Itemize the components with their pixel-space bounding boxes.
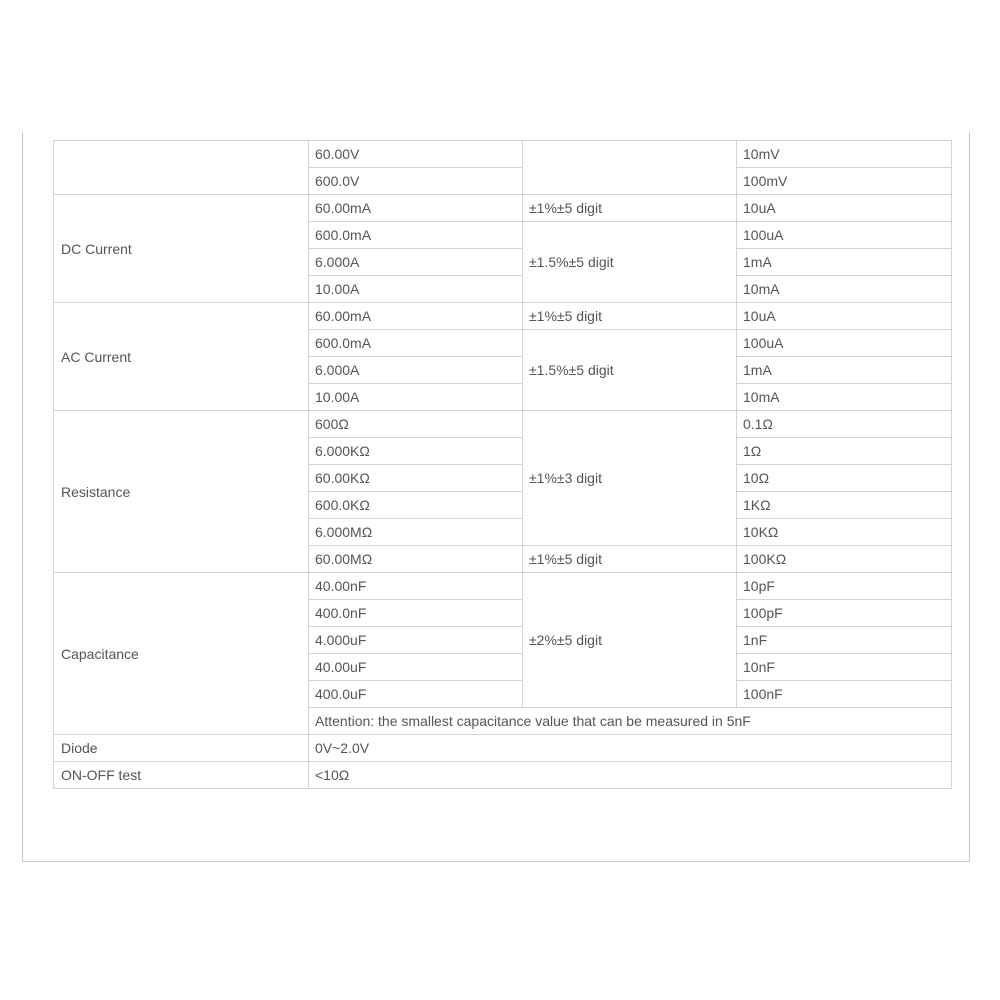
function-cell xyxy=(54,141,309,195)
range-cell: 40.00nF xyxy=(309,573,523,600)
range-cell: 600.0mA xyxy=(309,222,523,249)
range-cell: 600.0mA xyxy=(309,330,523,357)
function-diode: Diode xyxy=(54,735,309,762)
range-cell: 6.000A xyxy=(309,249,523,276)
range-cell: 60.00mA xyxy=(309,303,523,330)
resolution-cell: 1Ω xyxy=(737,438,952,465)
range-cell: 400.0uF xyxy=(309,681,523,708)
function-resistance: Resistance xyxy=(54,411,309,573)
accuracy-cell: ±1%±3 digit xyxy=(523,411,737,546)
resolution-cell: 100KΩ xyxy=(737,546,952,573)
range-cell: 400.0nF xyxy=(309,600,523,627)
range-cell: 10.00A xyxy=(309,384,523,411)
function-capacitance: Capacitance xyxy=(54,573,309,735)
resolution-cell: 10pF xyxy=(737,573,952,600)
resolution-cell: 10KΩ xyxy=(737,519,952,546)
resolution-cell: 1mA xyxy=(737,249,952,276)
range-cell: 6.000MΩ xyxy=(309,519,523,546)
range-cell: 40.00uF xyxy=(309,654,523,681)
resolution-cell: 100nF xyxy=(737,681,952,708)
range-cell: 60.00KΩ xyxy=(309,465,523,492)
range-cell: 6.000KΩ xyxy=(309,438,523,465)
table-row xyxy=(54,195,952,222)
on-off-value: <10Ω xyxy=(309,762,952,789)
function-ac-current: AC Current xyxy=(54,303,309,411)
table-row xyxy=(54,411,952,438)
resolution-cell: 10uA xyxy=(737,303,952,330)
accuracy-cell: ±2%±5 digit xyxy=(523,573,737,708)
range-cell: 4.000uF xyxy=(309,627,523,654)
resolution-cell: 100pF xyxy=(737,600,952,627)
resolution-cell: 0.1Ω xyxy=(737,411,952,438)
table-row xyxy=(54,573,952,600)
accuracy-cell: ±1%±5 digit xyxy=(523,195,737,222)
accuracy-cell: ±1%±5 digit xyxy=(523,303,737,330)
resolution-cell: 1nF xyxy=(737,627,952,654)
range-cell: 600.0V xyxy=(309,168,523,195)
resolution-cell: 1mA xyxy=(737,357,952,384)
table-row xyxy=(54,141,952,168)
range-cell: 60.00V xyxy=(309,141,523,168)
resolution-cell: 10mA xyxy=(737,384,952,411)
resolution-cell: 100mV xyxy=(737,168,952,195)
resolution-cell: 10nF xyxy=(737,654,952,681)
resolution-cell: 100uA xyxy=(737,222,952,249)
range-cell: 60.00mA xyxy=(309,195,523,222)
accuracy-cell: ±1%±5 digit xyxy=(523,546,737,573)
diode-value: 0V~2.0V xyxy=(309,735,952,762)
accuracy-cell: ±1.5%±5 digit xyxy=(523,222,737,303)
range-cell: 60.00MΩ xyxy=(309,546,523,573)
table-row xyxy=(54,762,952,789)
capacitance-note: Attention: the smallest capacitance value that can be measured in 5nF xyxy=(309,708,952,735)
function-on-off-test: ON-OFF test xyxy=(54,762,309,789)
function-dc-current: DC Current xyxy=(54,195,309,303)
table-row xyxy=(54,735,952,762)
resolution-cell: 10mV xyxy=(737,141,952,168)
spec-table-container xyxy=(53,140,951,789)
range-cell: 600Ω xyxy=(309,411,523,438)
resolution-cell: 1KΩ xyxy=(737,492,952,519)
accuracy-cell: ±1.5%±5 digit xyxy=(523,330,737,411)
range-cell: 6.000A xyxy=(309,357,523,384)
spec-table xyxy=(53,140,952,789)
range-cell: 600.0KΩ xyxy=(309,492,523,519)
accuracy-cell xyxy=(523,141,737,195)
resolution-cell: 10Ω xyxy=(737,465,952,492)
resolution-cell: 10uA xyxy=(737,195,952,222)
range-cell: 10.00A xyxy=(309,276,523,303)
resolution-cell: 10mA xyxy=(737,276,952,303)
table-row xyxy=(54,303,952,330)
resolution-cell: 100uA xyxy=(737,330,952,357)
